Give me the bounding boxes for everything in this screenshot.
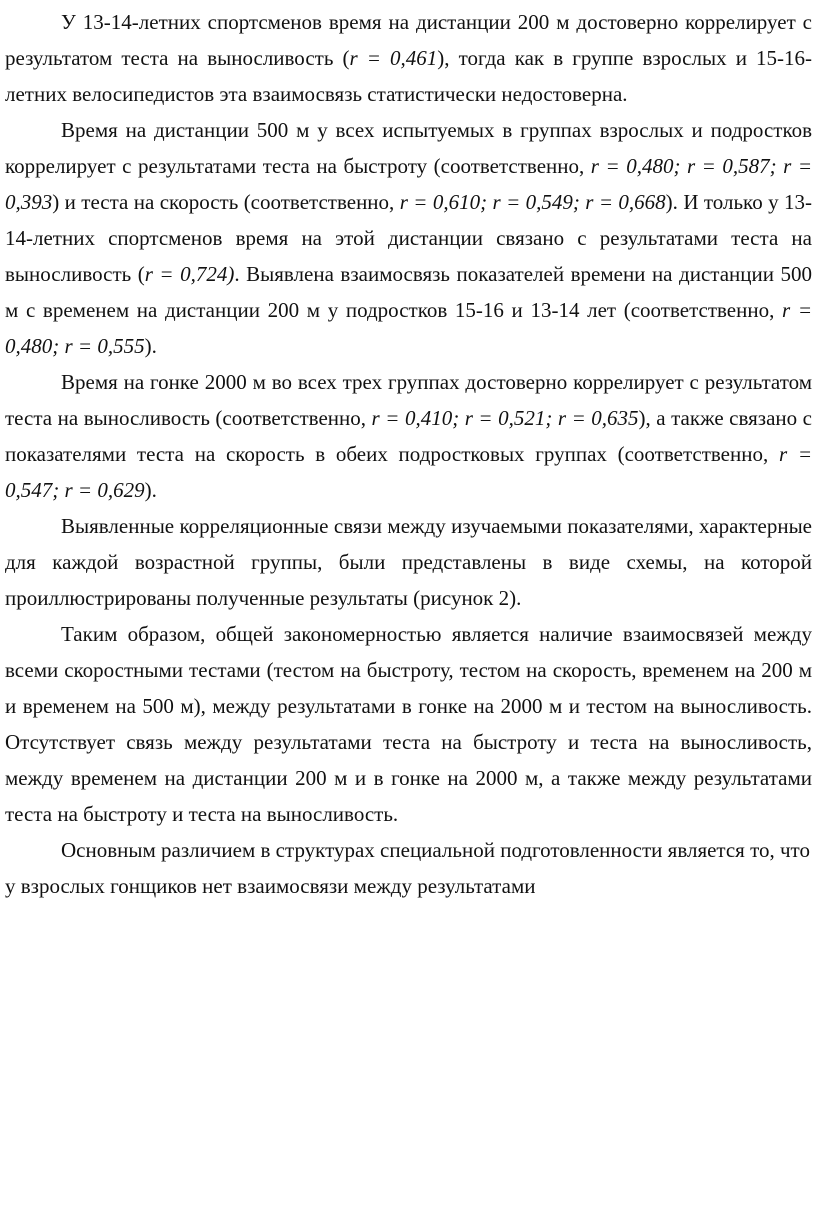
text-segment: Основным различием в структурах специальной подготовленности является то, что у взрослых гонщиков нет взаимосвязи между результатами xyxy=(5,838,810,898)
text-segment: Выявленные корреляционные связи между изучаемыми показателями, характерные для каждой возрастной группы, были представлены в виде схемы, на которой проиллюстрированы полученные результаты (рисунок 2). xyxy=(5,514,812,610)
correlation-value: r = 0,480; r = 0,555 xyxy=(5,298,813,358)
text-segment: ). xyxy=(144,334,157,358)
text-segment: . Выявлена взаимосвязь показателей времени на дистанции 500 м с временем на дистанции 200 м у подростков 15-16 и 13-14 лет (соответственно, xyxy=(5,262,812,322)
correlation-value: r = 0,480; r = 0,587; r = 0,393 xyxy=(5,154,812,214)
text-segment: ), а также связано с показателями теста на скорость в обеих подростковых группах (соответственно, xyxy=(5,406,812,466)
paragraph-3 xyxy=(5,364,812,508)
paragraph-4 xyxy=(5,508,812,616)
paragraph-6 xyxy=(5,832,812,904)
text-segment: ). И только у 13-14-летних спортсменов время на этой дистанции связано с результатами теста на выносливость ( xyxy=(5,190,812,286)
correlation-value: r = 0,461 xyxy=(349,46,438,70)
correlation-value: r = 0,724) xyxy=(144,262,235,286)
correlation-value: r = 0,610; r = 0,549; r = 0,668 xyxy=(399,190,666,214)
text-segment: ) и теста на скорость (соответственно, xyxy=(52,190,400,214)
text-segment: Таким образом, общей закономерностью является наличие взаимосвязей между всеми скоростными тестами (тестом на быстроту, тестом на скорость, временем на 200 м и временем на 500 м), между результатами в гонке на 2000 м и тестом на выносливость. Отсутствует связь между результатами теста на быстроту и теста на выносливость, между временем на дистанции 200 м и в гонке на 2000 м, а также между результатами теста на быстроту и теста на выносливость. xyxy=(5,622,812,826)
text-segment: Время на гонке 2000 м во всех трех группах достоверно коррелирует с результатом теста на выносливость (соответственно, xyxy=(5,370,812,430)
paragraph-1 xyxy=(5,4,812,112)
text-segment: ). xyxy=(144,478,157,502)
text-segment: Время на дистанции 500 м у всех испытуемых в группах взрослых и подростков коррелирует с результатами теста на быстроту (соответственно, xyxy=(5,118,812,178)
correlation-value: r = 0,410; r = 0,521; r = 0,635 xyxy=(371,406,639,430)
paragraph-2 xyxy=(5,112,812,364)
paragraph-5 xyxy=(5,616,812,832)
text-segment: ), тогда как в группе взрослых и 15-16-летних велосипедистов эта взаимосвязь статистически недостоверна. xyxy=(5,46,813,106)
correlation-value: r = 0,547; r = 0,629 xyxy=(5,442,812,502)
text-segment: У 13-14-летних спортсменов время на дистанции 200 м достоверно коррелирует с результатом теста на выносливость ( xyxy=(5,10,812,70)
